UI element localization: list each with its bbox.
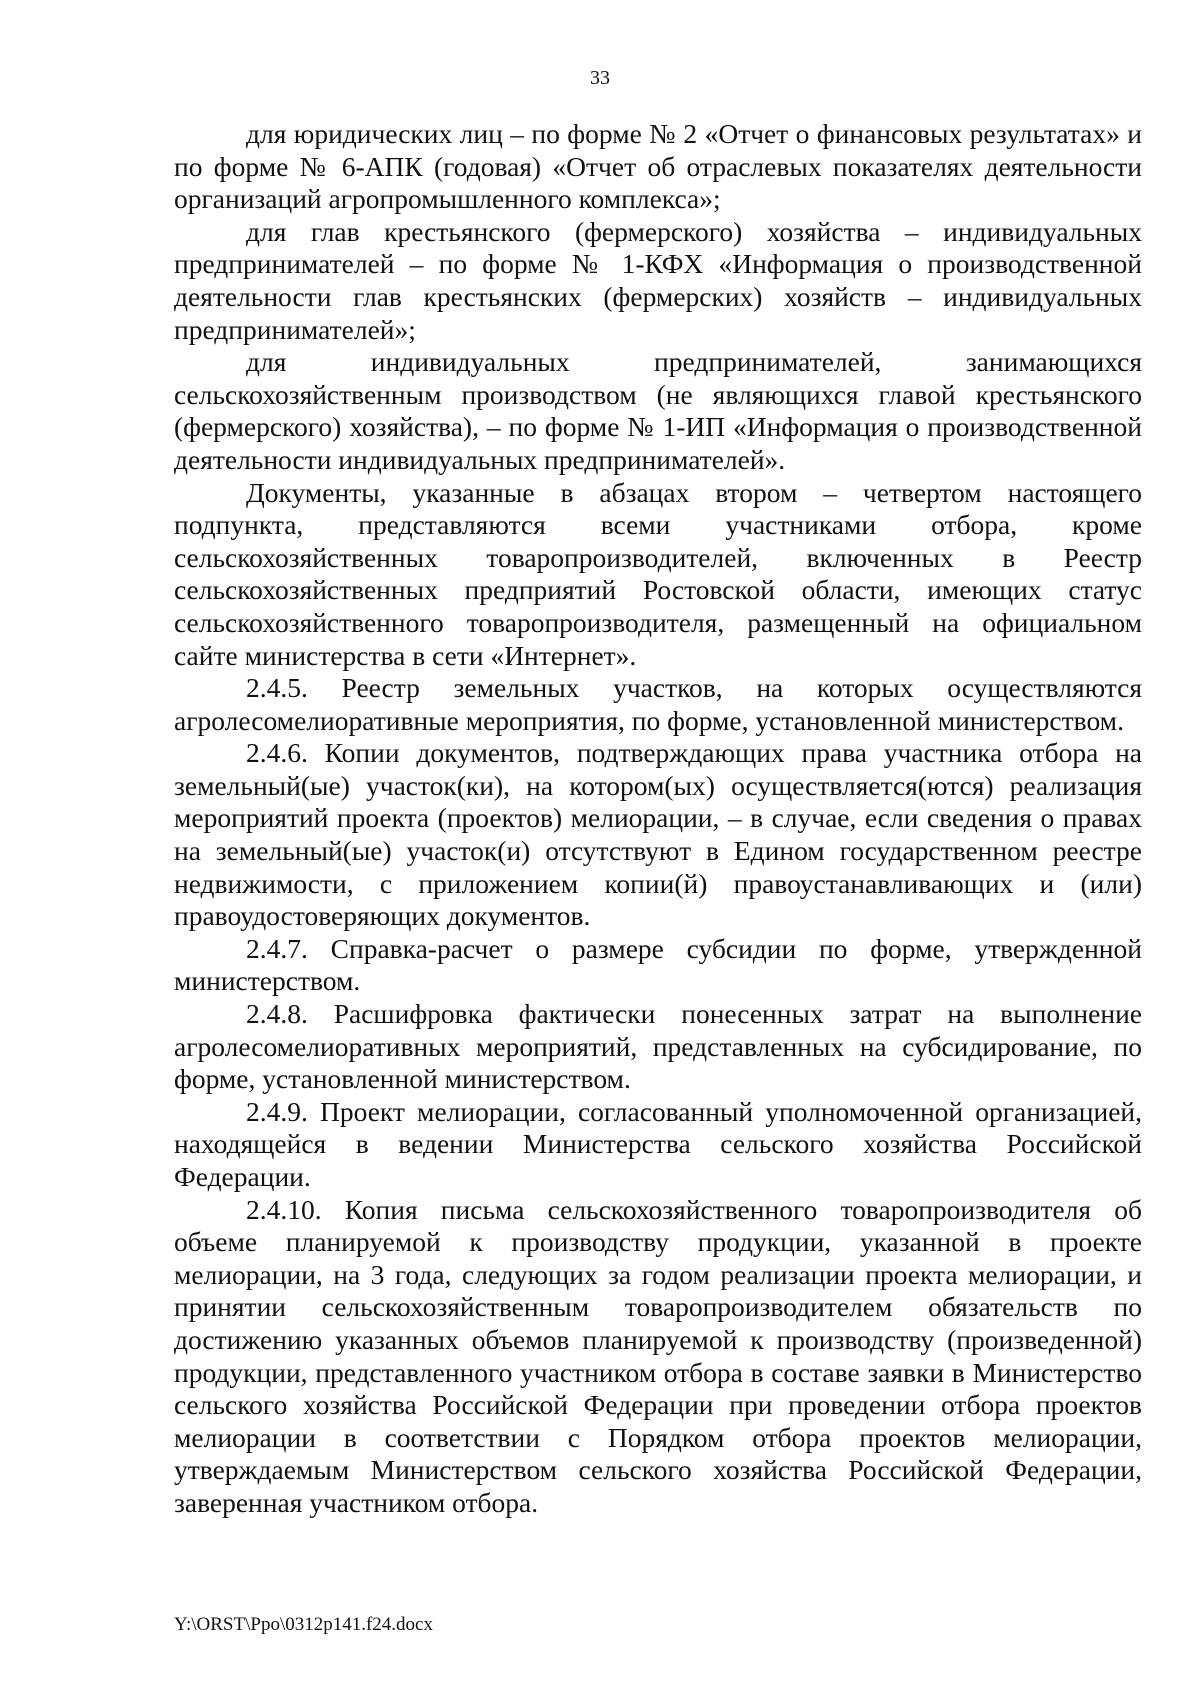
- paragraph-farm-heads: для глав крестьянского (фермерского) хозяйства – индивидуальных предпринимателей – по форме № 1-КФХ «Информация о производственной деятельности глав крестьянских (фермерских) хозяйств – индивидуальных предпринимателей»;: [174, 215, 1142, 345]
- paragraph-2-4-6: 2.4.6. Копии документов, подтверждающих права участника отбора на земельный(ые) участок(ки), на котором(ых) осуществляется(ются) реализация мероприятий проекта (проектов) мелиорации, – в случае, если сведения о правах на земельный(ые) участок(и) отсутствуют в Едином государственном реестре недвижимости, с приложением копии(й) правоустанавливающих и (или) правоудостоверяющих документов.: [174, 737, 1142, 932]
- paragraph-documents-note: Документы, указанные в абзацах втором – четвертом настоящего подпункта, представляются всеми участниками отбора, кроме сельскохозяйственных товаропроизводителей, включенных в Реестр сельскохозяйственных предприятий Ростовской области, имеющих статус сельскохозяйственного товаропроизводителя, размещенный на официальном сайте министерства в сети «Интернет».: [174, 476, 1142, 671]
- document-body: [174, 118, 1142, 1520]
- paragraph-individual-entrepreneurs: для индивидуальных предпринимателей, занимающихся сельскохозяйственным производством (не являющихся главой крестьянского (фермерского) хозяйства), – по форме № 1-ИП «Информация о производственной деятельности индивидуальных предпринимателей».: [174, 346, 1142, 475]
- paragraph-2-4-7: 2.4.7. Справка-расчет о размере субсидии по форме, утвержденной министерством.: [174, 932, 1142, 997]
- page-number: 33: [590, 67, 610, 89]
- paragraph-2-4-10: 2.4.10. Копия письма сельскохозяйственного товаропроизводителя об объеме планируемой к производству продукции, указанной в проекте мелиорации, на 3 года, следующих за годом реализации проекта мелиорации, и принятии сельскохозяйственным товаропроизводителем обязательств по достижению указанных объемов планируемой к производству (произведенной) продукции, представленного участником отбора в составе заявки в Министерство сельского хозяйства Российской Федерации при проведении отбора проектов мелиорации в соответствии с Порядком отбора проектов мелиорации, утверждаемым Министерством сельского хозяйства Российской Федерации, заверенная участником отбора.: [174, 1193, 1142, 1518]
- footer-file-path: Y:\ORST\Ppo\0312p141.f24.docx: [174, 1614, 433, 1635]
- paragraph-2-4-9: 2.4.9. Проект мелиорации, согласованный уполномоченной организацией, находящейся в ведении Министерства сельского хозяйства Российской Федерации.: [174, 1095, 1142, 1192]
- paragraph-2-4-5: 2.4.5. Реестр земельных участков, на которых осуществляются агролесомелиоративные мероприятия, по форме, установленной министерством.: [174, 672, 1142, 736]
- paragraph-2-4-8: 2.4.8. Расшифровка фактически понесенных затрат на выполнение агролесомелиоративных мероприятий, представленных на субсидирование, по форме, установленной министерством.: [174, 998, 1142, 1095]
- paragraph-legal-entities: для юридических лиц – по форме № 2 «Отчет о финансовых результатах» и по форме № 6-АПК (годовая) «Отчет об отраслевых показателях деятельности организаций агропромышленного комплекса»;: [174, 118, 1142, 215]
